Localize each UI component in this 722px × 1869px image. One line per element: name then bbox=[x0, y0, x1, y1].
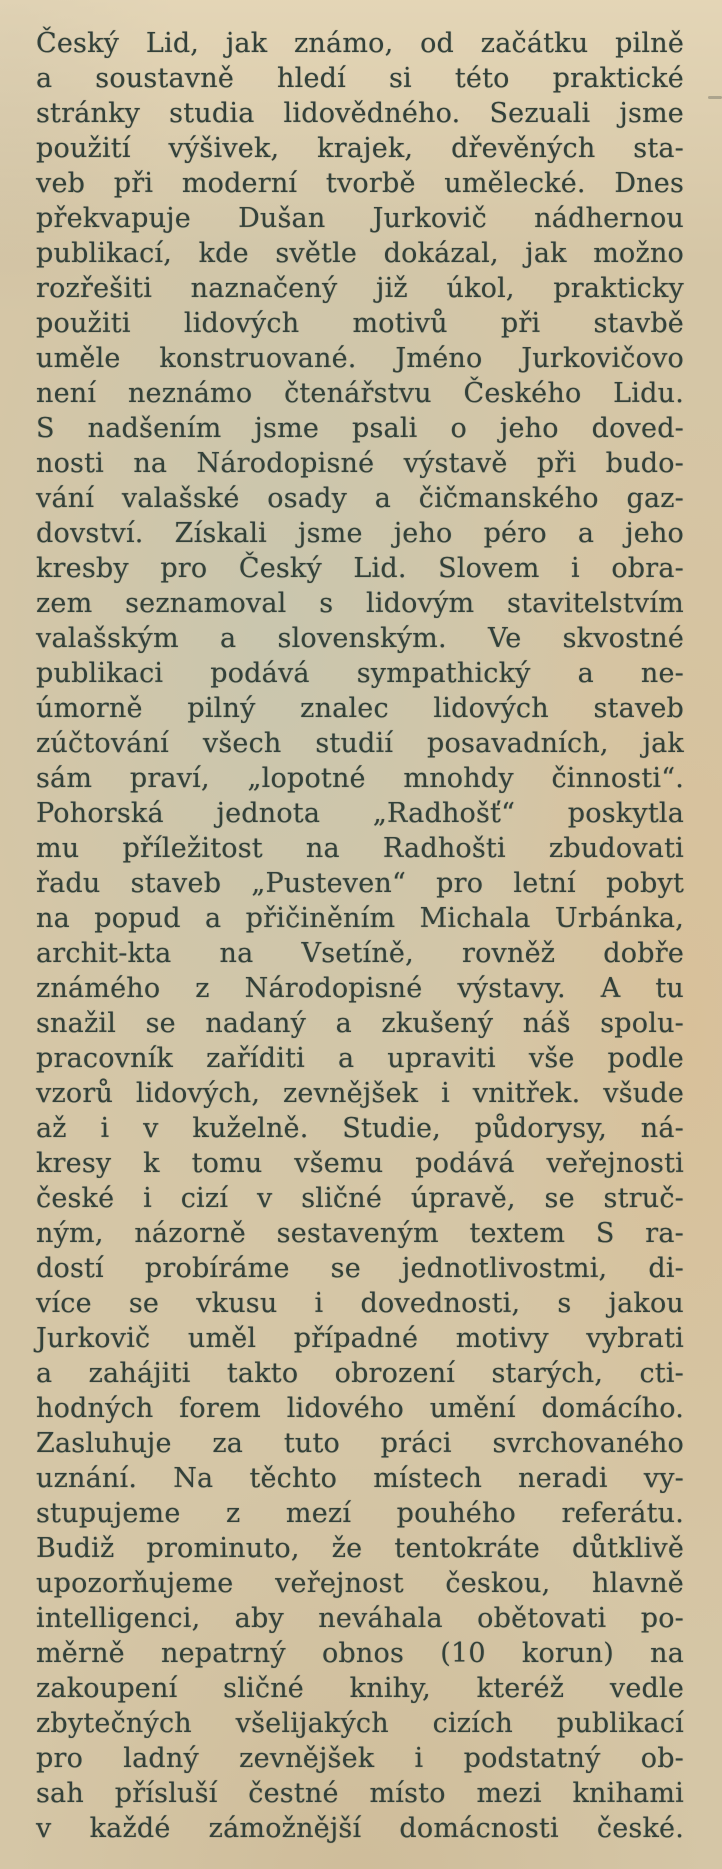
text-line: řadu staveb „Pusteven“ pro letní pobyt bbox=[36, 868, 684, 899]
text-line: v každé zámožnější domácnosti české. bbox=[36, 1813, 684, 1844]
text-line: upozorňujeme veřejnost českou, hlavně bbox=[36, 1568, 684, 1599]
text-line: dostí probíráme se jednotlivostmi, di- bbox=[36, 1253, 684, 1284]
text-line: až i v kuželně. Studie, půdorysy, ná- bbox=[36, 1113, 684, 1144]
text-line: vání valašské osady a čičmanského gaz- bbox=[36, 483, 684, 514]
text-line: dovství. Získali jsme jeho péro a jeho bbox=[36, 518, 684, 549]
text-line: stránky studia lidovědného. Sezuali jsme bbox=[36, 98, 684, 129]
text-line: publikaci podává sympathický a ne- bbox=[36, 658, 684, 689]
text-line: sah přísluší čestné místo mezi knihami bbox=[36, 1778, 684, 1809]
text-line: uměle konstruované. Jméno Jurkovičovo bbox=[36, 343, 684, 374]
text-line: Budiž prominuto, že tentokráte důtklivě bbox=[36, 1533, 684, 1564]
text-line: kresy k tomu všemu podává veřejnosti bbox=[36, 1148, 684, 1179]
article-text-column bbox=[36, 26, 684, 1846]
text-line: zakoupení sličné knihy, kteréž vedle bbox=[36, 1673, 684, 1704]
text-line: pro ladný zevnějšek i podstatný ob- bbox=[36, 1743, 684, 1774]
text-line: nosti na Národopisné výstavě při budo- bbox=[36, 448, 684, 479]
text-line: zem seznamoval s lidovým stavitelstvím bbox=[36, 588, 684, 619]
text-line: překvapuje Dušan Jurkovič nádhernou bbox=[36, 203, 684, 234]
text-line: a zahájiti takto obrození starých, cti- bbox=[36, 1358, 684, 1389]
text-line: více se vkusu i dovednosti, s jakou bbox=[36, 1288, 684, 1319]
text-line: archit-kta na Vsetíně, rovněž dobře bbox=[36, 938, 684, 969]
text-line: zúčtování všech studií posavadních, jak bbox=[36, 728, 684, 759]
text-line: uznání. Na těchto místech neradi vy- bbox=[36, 1463, 684, 1494]
text-line: intelligenci, aby neváhala obětovati po- bbox=[36, 1603, 684, 1634]
text-line: stupujeme z mezí pouhého referátu. bbox=[36, 1498, 684, 1529]
text-line: Jurkovič uměl případné motivy vybrati bbox=[36, 1323, 684, 1354]
text-line: známého z Národopisné výstavy. A tu bbox=[36, 973, 684, 1004]
text-line: české i cizí v sličné úpravě, se struč- bbox=[36, 1183, 684, 1214]
text-line: veb při moderní tvorbě umělecké. Dnes bbox=[36, 168, 684, 199]
text-line: rozřešiti naznačený již úkol, prakticky bbox=[36, 273, 684, 304]
text-line: úmorně pilný znalec lidových staveb bbox=[36, 693, 684, 724]
text-line: ným, názorně sestaveným textem S ra- bbox=[36, 1218, 684, 1249]
text-line: mu příležitost na Radhošti zbudovati bbox=[36, 833, 684, 864]
text-line: publikací, kde světle dokázal, jak možno bbox=[36, 238, 684, 269]
text-line: Pohorská jednota „Radhošť“ poskytla bbox=[36, 798, 684, 829]
text-line: vzorů lidových, zevnějšek i vnitřek. všude bbox=[36, 1078, 684, 1109]
text-line: zbytečných všelijakých cizích publikací bbox=[36, 1708, 684, 1739]
text-line: sám praví, „lopotné mnohdy činnosti“. bbox=[36, 763, 684, 794]
text-line: použití výšivek, krajek, dřevěných sta- bbox=[36, 133, 684, 164]
text-line: S nadšením jsme psali o jeho doved- bbox=[36, 413, 684, 444]
text-line: použiti lidových motivů při stavbě bbox=[36, 308, 684, 339]
page-edge-scan-artifact bbox=[708, 96, 722, 99]
text-line: valašským a slovenským. Ve skvostné bbox=[36, 623, 684, 654]
text-line: kresby pro Český Lid. Slovem i obra- bbox=[36, 553, 684, 584]
text-line: hodných forem lidového umění domácího. bbox=[36, 1393, 684, 1424]
text-line: není neznámo čtenářstvu Českého Lidu. bbox=[36, 378, 684, 409]
text-line: Český Lid, jak známo, od začátku pilně bbox=[36, 28, 684, 59]
text-line: Zasluhuje za tuto práci svrchovaného bbox=[36, 1428, 684, 1459]
text-line: na popud a přičiněním Michala Urbánka, bbox=[36, 903, 684, 934]
text-line: snažil se nadaný a zkušený náš spolu- bbox=[36, 1008, 684, 1039]
text-line: pracovník zaříditi a upraviti vše podle bbox=[36, 1043, 684, 1074]
text-line: měrně nepatrný obnos (10 korun) na bbox=[36, 1638, 684, 1669]
text-line: a soustavně hledí si této praktické bbox=[36, 63, 684, 94]
